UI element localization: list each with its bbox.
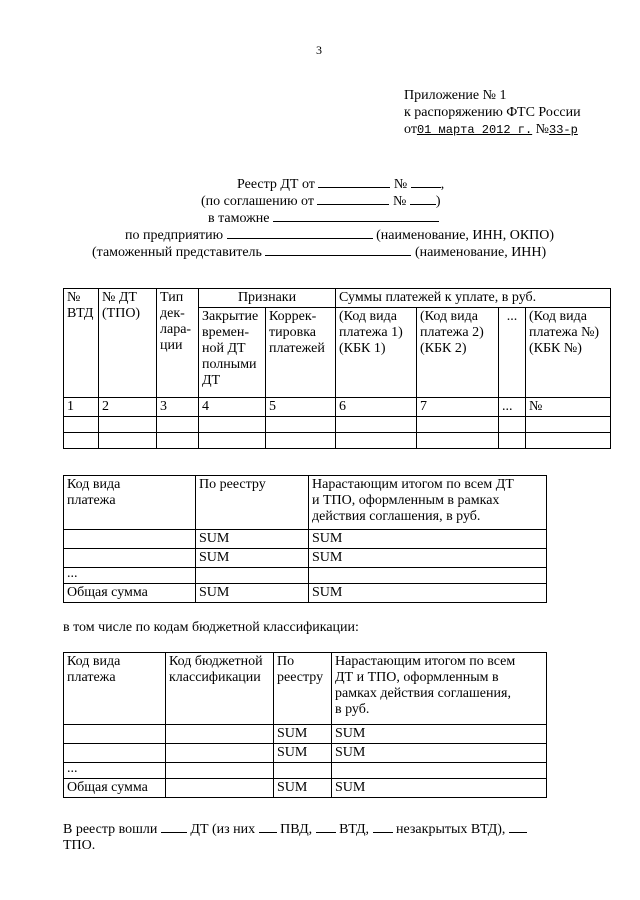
- table-row: [64, 549, 547, 568]
- header-correction-cell: [266, 308, 336, 398]
- header-correction-3: платежей: [269, 341, 325, 356]
- header-closure-3: ной ДТ: [202, 341, 246, 356]
- registry-title-line: Реестр ДТ от № ,: [237, 177, 445, 192]
- table-cell: [499, 433, 526, 449]
- header-signs: Признаки: [199, 289, 336, 308]
- agreement-label: (по соглашению от: [201, 194, 314, 209]
- customs-line: [208, 209, 439, 227]
- footer-text-5: незакрытых ВТД),: [396, 822, 506, 837]
- sum-cell: SUM: [309, 584, 547, 603]
- enterprise-line: [125, 226, 554, 244]
- appendix-date-prefix: от: [404, 122, 417, 137]
- representative-blank: [265, 243, 411, 256]
- footer-blank-dt: [161, 820, 187, 833]
- header-vtd: ВТД: [67, 306, 94, 321]
- table-cell: [417, 433, 499, 449]
- table-cell: [157, 417, 199, 433]
- table-cell: [199, 433, 266, 449]
- summary-header-kind-1: Код вида: [67, 477, 121, 492]
- table-cell: [166, 763, 274, 779]
- header-correction-2: тировка: [269, 325, 317, 340]
- enterprise-label: по предприятию: [125, 228, 224, 243]
- header-type-2: дек-: [160, 306, 185, 321]
- column-number: 5: [266, 398, 336, 417]
- kbk-header-kind: [64, 653, 166, 725]
- appendix-number-sign: №: [535, 122, 550, 137]
- table-cell: [99, 417, 157, 433]
- sum-cell: SUM: [274, 779, 332, 798]
- table-cell: [99, 433, 157, 449]
- summary-header-registry: По реестру: [196, 476, 309, 530]
- footer-line-1: [63, 820, 527, 838]
- table-cell: [336, 433, 417, 449]
- table-cell: [499, 417, 526, 433]
- footer-blank-tpo: [509, 820, 527, 833]
- ellipsis-cell: ...: [64, 763, 166, 779]
- header-kindN-3: (КБК №): [529, 341, 582, 356]
- total-label: Общая сумма: [64, 779, 166, 798]
- kbk-header-code-1: Код бюджетной: [169, 654, 263, 669]
- kbk-header-cumulative-1: Нарастающим итогом по всем: [335, 654, 516, 669]
- summary-header-cumulative-2: и ТПО, оформленным в рамках: [312, 493, 500, 508]
- header-dt-cell: [99, 289, 157, 398]
- table-row: [64, 725, 547, 744]
- table-cell: [526, 417, 611, 433]
- header-closure-1: Закрытие: [202, 309, 259, 324]
- table-cell: [526, 433, 611, 449]
- table-cell: [336, 417, 417, 433]
- footer-line-2: ТПО.: [63, 838, 96, 853]
- header-type-cell: [157, 289, 199, 398]
- table-row: [64, 763, 547, 779]
- footer-text-1: В реестр вошли: [63, 822, 158, 837]
- header-type-4: ции: [160, 338, 183, 353]
- footer-blank-vtd: [316, 820, 336, 833]
- table-cell: [157, 433, 199, 449]
- sum-cell: SUM: [274, 725, 332, 744]
- table-cell: [266, 417, 336, 433]
- kbk-header-cumulative-4: в руб.: [335, 702, 370, 717]
- table-cell: [417, 417, 499, 433]
- header-type-1: Тип: [160, 290, 184, 305]
- appendix-line-1: Приложение № 1: [404, 88, 507, 103]
- column-number: 3: [157, 398, 199, 417]
- header-correction-1: Коррек-: [269, 309, 317, 324]
- kbk-table: [63, 652, 547, 798]
- total-row: [64, 584, 547, 603]
- representative-hint: (наименование, ИНН): [414, 245, 547, 260]
- header-sums: Суммы платежей к уплате, в руб.: [336, 289, 611, 308]
- enterprise-hint: (наименование, ИНН, ОКПО): [376, 228, 555, 243]
- appendix-line-3: [404, 121, 578, 139]
- registry-title: Реестр ДТ от: [237, 177, 315, 192]
- header-type-3: лара-: [160, 322, 192, 337]
- table-cell: [309, 568, 547, 584]
- sum-cell: SUM: [196, 584, 309, 603]
- registry-date-blank: [318, 175, 390, 188]
- header-dots: ...: [499, 308, 526, 398]
- header-kind1-3: (КБК 1): [339, 341, 386, 356]
- summary-header-cumulative-1: Нарастающим итогом по всем ДТ: [312, 477, 514, 492]
- header-number-cell: [64, 289, 99, 398]
- footer-blank-open-vtd: [373, 820, 393, 833]
- kbk-header-kind-1: Код вида: [67, 654, 121, 669]
- table-cell: [266, 433, 336, 449]
- header-number: №: [67, 290, 81, 305]
- kbk-header-code: [166, 653, 274, 725]
- sum-cell: SUM: [332, 725, 547, 744]
- kbk-header-cumulative: [332, 653, 547, 725]
- column-number: ...: [499, 398, 526, 417]
- column-number: №: [526, 398, 611, 417]
- registry-table: [63, 288, 611, 449]
- header-kind1-1: (Код вида: [339, 309, 397, 324]
- sum-cell: SUM: [332, 744, 547, 763]
- table-row: [64, 568, 547, 584]
- agreement-date-blank: [317, 192, 389, 205]
- sum-cell: SUM: [309, 549, 547, 568]
- enterprise-blank: [227, 226, 373, 239]
- header-kind1-cell: [336, 308, 417, 398]
- header-dt: № ДТ: [102, 290, 137, 305]
- table-row: [64, 744, 547, 763]
- representative-label: (таможенный представитель: [92, 245, 262, 260]
- appendix-date: 01 марта 2012 г.: [416, 123, 533, 137]
- customs-label: в таможне: [208, 211, 270, 226]
- summary-header-cumulative-3: действия соглашения, в руб.: [312, 509, 481, 524]
- total-label: Общая сумма: [64, 584, 196, 603]
- appendix-line-2: к распоряжению ФТС России: [404, 105, 581, 120]
- including-caption: в том числе по кодам бюджетной классификации:: [63, 620, 359, 635]
- total-row: [64, 779, 547, 798]
- kbk-header-registry-1: По: [277, 654, 295, 669]
- table-cell: [64, 549, 196, 568]
- registry-number-sign: №: [393, 177, 408, 192]
- page-number: 3: [316, 43, 322, 57]
- header-closure-4: полными: [202, 357, 257, 372]
- summary-header-kind-2: платежа: [67, 493, 116, 508]
- table-cell: [332, 763, 547, 779]
- agreement-close: ): [435, 194, 441, 209]
- header-kindN-cell: [526, 308, 611, 398]
- appendix-number: 33-р: [549, 123, 578, 137]
- table-cell: [64, 744, 166, 763]
- header-kind2-1: (Код вида: [420, 309, 478, 324]
- header-kind2-2: платежа 2): [420, 325, 484, 340]
- table-cell: [64, 530, 196, 549]
- table-row: [64, 433, 611, 449]
- agreement-number-blank: [410, 192, 436, 205]
- footer-blank-pvd: [259, 820, 277, 833]
- representative-line: [92, 243, 546, 261]
- sum-cell: SUM: [196, 549, 309, 568]
- table-cell: [64, 433, 99, 449]
- footer-text-2: ДТ (из них: [190, 822, 256, 837]
- header-closure-5: ДТ: [202, 373, 221, 388]
- customs-blank: [273, 209, 439, 222]
- column-number: 1: [64, 398, 99, 417]
- column-numbers-row: [64, 398, 611, 417]
- registry-number-blank: [411, 175, 441, 188]
- header-kind2-cell: [417, 308, 499, 398]
- kbk-header-cumulative-3: рамках действия соглашения,: [335, 686, 511, 701]
- kbk-header-kind-2: платежа: [67, 670, 116, 685]
- table-row: [64, 530, 547, 549]
- sum-cell: SUM: [196, 530, 309, 549]
- sum-cell: SUM: [332, 779, 547, 798]
- summary-table: [63, 475, 547, 603]
- agreement-line: [201, 192, 441, 210]
- footer-text-4: ВТД,: [339, 822, 370, 837]
- header-closure-2: времен-: [202, 325, 250, 340]
- table-cell: [196, 568, 309, 584]
- summary-header-kind: [64, 476, 196, 530]
- table-cell: [199, 417, 266, 433]
- table-cell: [166, 744, 274, 763]
- kbk-header-registry-2: реестру: [277, 670, 324, 685]
- table-cell: [166, 779, 274, 798]
- kbk-header-code-2: классификации: [169, 670, 261, 685]
- column-number: 2: [99, 398, 157, 417]
- table-cell: [64, 417, 99, 433]
- sum-cell: SUM: [309, 530, 547, 549]
- kbk-header-cumulative-2: ДТ и ТПО, оформленным в: [335, 670, 499, 685]
- table-cell: [64, 725, 166, 744]
- header-kind1-2: платежа 1): [339, 325, 403, 340]
- ellipsis-cell: ...: [64, 568, 196, 584]
- kbk-header-registry: [274, 653, 332, 725]
- table-cell: [274, 763, 332, 779]
- agreement-number-sign: №: [392, 194, 407, 209]
- header-kindN-2: платежа №): [529, 325, 600, 340]
- summary-header-cumulative: [309, 476, 547, 530]
- footer-text-3: ПВД,: [280, 822, 313, 837]
- header-kindN-1: (Код вида: [529, 309, 587, 324]
- sum-cell: SUM: [274, 744, 332, 763]
- header-tpo: (ТПО): [102, 306, 141, 321]
- header-kind2-3: (КБК 2): [420, 341, 467, 356]
- table-row: [64, 417, 611, 433]
- column-number: 6: [336, 398, 417, 417]
- header-closure-cell: [199, 308, 266, 398]
- column-number: 7: [417, 398, 499, 417]
- column-number: 4: [199, 398, 266, 417]
- table-cell: [166, 725, 274, 744]
